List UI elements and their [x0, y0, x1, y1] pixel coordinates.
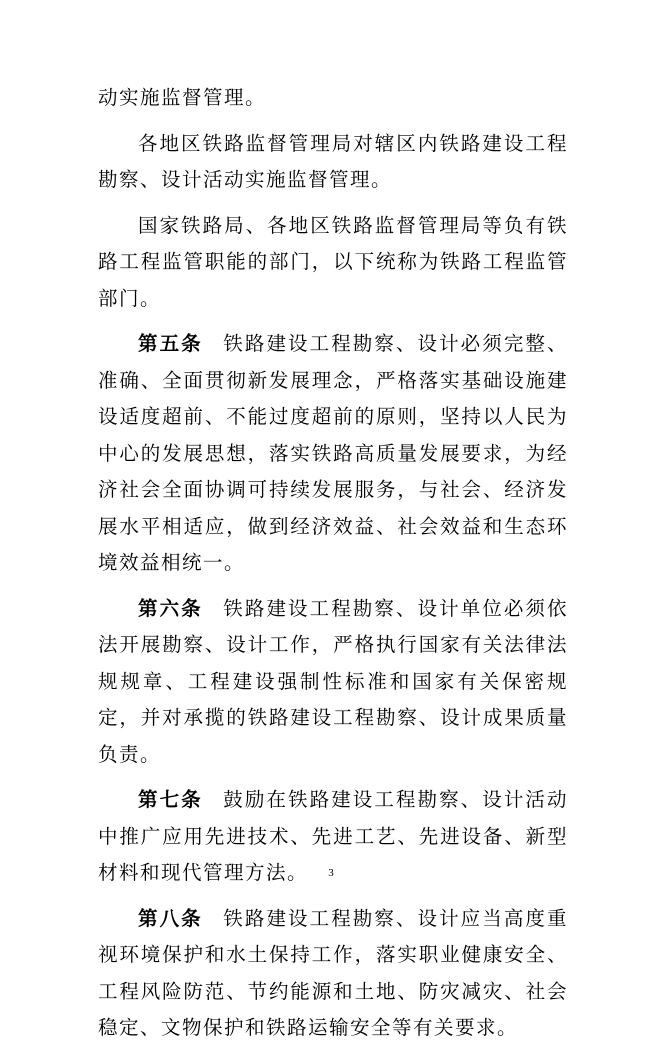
- article-label: 第七条: [138, 788, 203, 811]
- article-label: 第八条: [138, 906, 203, 930]
- paragraph-text: 各地区铁路监督管理局对辖区内铁路建设工程勘察、设计活动实施监督管理。: [98, 131, 568, 191]
- page-number: 3: [328, 867, 334, 879]
- article-6: [98, 591, 568, 774]
- article-text: 铁路建设工程勘察、设计应当高度重视环境保护和水土保持工作，落实职业健康安全、工程风险防范、节约能源和土地、防灾减灾、社会稳定、文物保护和铁路运输安全等有关要求。: [98, 906, 568, 1039]
- article-label: 第六条: [138, 596, 203, 620]
- article-5: [98, 326, 568, 582]
- article-text: 鼓励在铁路建设工程勘察、设计活动中推广应用先进技术、先进工艺、先进设备、新型材料和现代管理方法。: [98, 788, 568, 884]
- paragraph-text: 动实施监督管理。: [98, 86, 267, 109]
- paragraph-supervision-departments: [98, 208, 568, 318]
- paragraph-continuation: [98, 80, 568, 117]
- paragraph-regional-supervision: [98, 126, 568, 199]
- document-body: [98, 80, 568, 1047]
- article-8: [98, 901, 568, 1047]
- article-text: 铁路建设工程勘察、设计单位必须依法开展勘察、设计工作，严格执行国家有关法律法规规章、工程建设强制性标准和国家有关保密规定，并对承揽的铁路建设工程勘察、设计成果质量负责。: [98, 596, 568, 766]
- article-label: 第五条: [138, 332, 203, 355]
- article-text: 铁路建设工程勘察、设计必须完整、准确、全面贯彻新发展理念，严格落实基础设施建设适度超前、不能过度超前的原则，坚持以人民为中心的发展思想，落实铁路高质量发展要求，为经济社会全面协调可持续发展服务，与社会、经济发展水平相适应，做到经济效益、社会效益和生态环境效益相统一。: [98, 332, 568, 574]
- paragraph-text: 国家铁路局、各地区铁路监督管理局等负有铁路工程监管职能的部门，以下统称为铁路工程监管部门。: [98, 213, 568, 310]
